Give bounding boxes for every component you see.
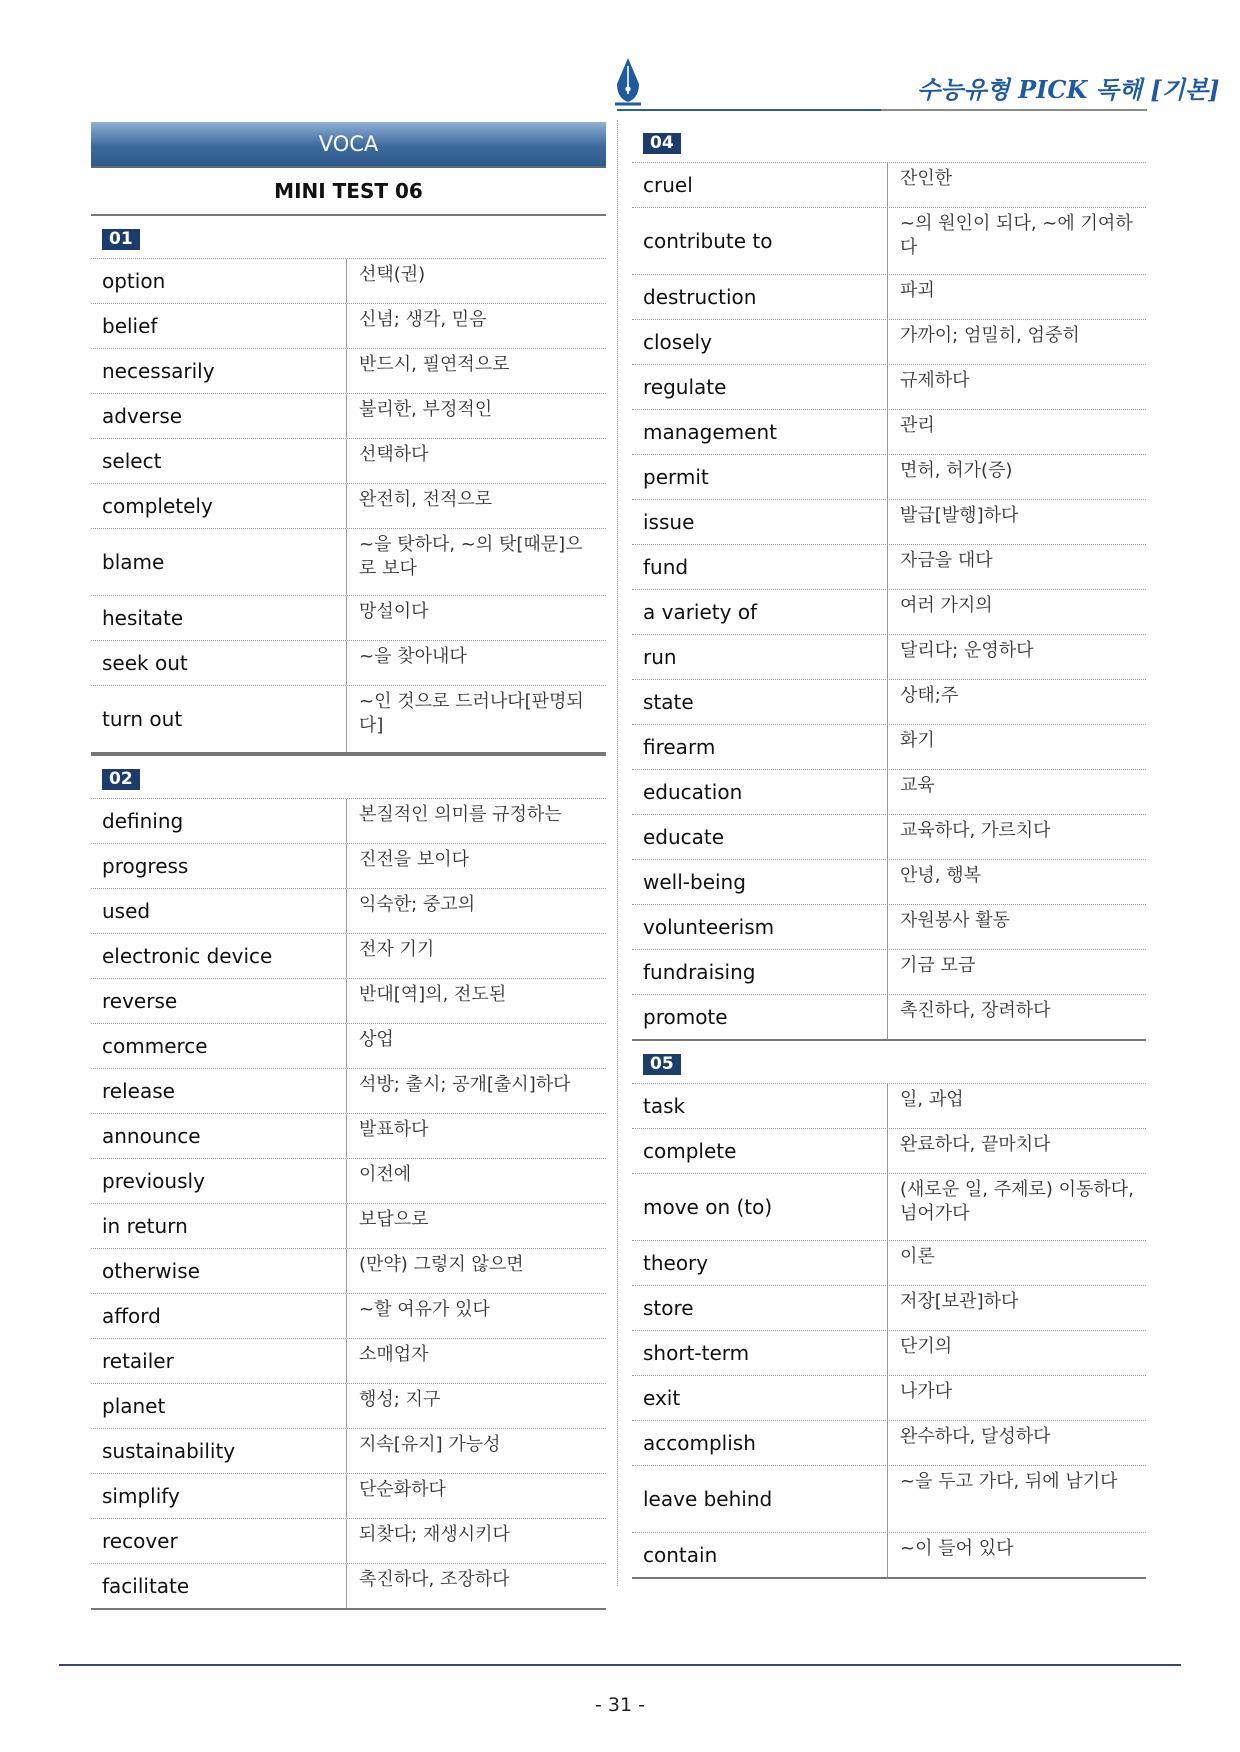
vocab-row <box>632 1241 1146 1286</box>
vocab-meaning: 선택(권) <box>359 264 426 285</box>
vocab-row <box>632 500 1146 545</box>
vocab-word: reverse <box>91 979 347 1023</box>
vocab-row <box>91 1249 606 1294</box>
right-column <box>632 120 1146 1579</box>
vocab-list-02 <box>91 799 606 1610</box>
vocab-row <box>91 439 606 484</box>
vocab-word: simplify <box>91 1474 347 1518</box>
vocab-meaning: 소매업자 <box>359 1344 429 1365</box>
vocab-row <box>632 208 1146 275</box>
vocab-row <box>91 979 606 1024</box>
section-badge: 01 <box>102 229 140 250</box>
vocab-meaning: 단순화하다 <box>359 1479 446 1500</box>
vocab-row <box>632 1466 1146 1533</box>
vocab-word: defining <box>91 799 347 843</box>
vocab-word: release <box>91 1069 347 1113</box>
vocab-word: theory <box>632 1241 888 1285</box>
vocab-row <box>91 1384 606 1429</box>
vocab-word: in return <box>91 1204 347 1248</box>
vocab-word: run <box>632 635 888 679</box>
vocab-word: turn out <box>91 686 347 752</box>
vocab-row <box>91 596 606 641</box>
vocab-meaning: ~을 두고 가다, 뒤에 남기다 <box>900 1471 1118 1492</box>
vocab-meaning: 자금을 대다 <box>900 550 993 571</box>
vocab-meaning: 가까이; 엄밀히, 엄중히 <box>900 325 1080 346</box>
vocab-word: commerce <box>91 1024 347 1068</box>
vocab-word: belief <box>91 304 347 348</box>
vocab-meaning: 발표하다 <box>359 1119 429 1140</box>
vocab-word: otherwise <box>91 1249 347 1293</box>
vocab-word: short-term <box>632 1331 888 1375</box>
brand-title: 수능유형 PICK 독해 [기본] <box>917 75 1220 104</box>
vocab-row <box>632 590 1146 635</box>
vocab-meaning: 안녕, 행복 <box>900 865 981 886</box>
vocab-word: accomplish <box>632 1421 888 1465</box>
vocab-meaning: 행성; 지구 <box>359 1389 441 1410</box>
vocab-meaning: 자원봉사 활동 <box>900 910 1011 931</box>
vocab-row <box>91 1024 606 1069</box>
vocab-row <box>632 725 1146 770</box>
vocab-word: promote <box>632 995 888 1039</box>
vocab-row <box>632 995 1146 1041</box>
vocab-row <box>91 1519 606 1564</box>
vocab-meaning: 완수하다, 달성하다 <box>900 1426 1051 1447</box>
vocab-row <box>632 1331 1146 1376</box>
vocab-row <box>632 1174 1146 1241</box>
section-header-05 <box>632 1041 1146 1084</box>
vocab-meaning: 촉진하다, 장려하다 <box>900 1000 1051 1021</box>
vocab-meaning: 전자 기기 <box>359 939 435 960</box>
vocab-list-04 <box>632 163 1146 1041</box>
section-header-02 <box>91 754 606 799</box>
section-badge: 04 <box>643 133 681 154</box>
vocab-word: planet <box>91 1384 347 1428</box>
vocab-row <box>632 770 1146 815</box>
vocab-word: select <box>91 439 347 483</box>
vocab-word: state <box>632 680 888 724</box>
vocab-meaning: 저장[보관]하다 <box>900 1291 1019 1312</box>
vocab-row <box>91 1429 606 1474</box>
vocab-meaning: 진전을 보이다 <box>359 849 470 870</box>
vocab-row <box>91 1339 606 1384</box>
vocab-meaning: 보답으로 <box>359 1209 429 1230</box>
vocab-word: exit <box>632 1376 888 1420</box>
vocab-row <box>91 304 606 349</box>
vocab-row <box>91 1294 606 1339</box>
section-header-04 <box>632 120 1146 163</box>
vocab-word: electronic device <box>91 934 347 978</box>
vocab-row <box>91 394 606 439</box>
column-divider <box>617 120 618 1586</box>
vocab-meaning: 망설이다 <box>359 601 429 622</box>
footer-rule <box>59 1664 1181 1666</box>
vocab-meaning: 완료하다, 끝마치다 <box>900 1134 1051 1155</box>
vocab-row <box>91 349 606 394</box>
vocab-meaning: 지속[유지] 가능성 <box>359 1434 501 1455</box>
vocab-meaning: ~이 들어 있다 <box>900 1538 1014 1559</box>
voca-banner: VOCA <box>91 122 606 166</box>
vocab-word: volunteerism <box>632 905 888 949</box>
vocab-word: fund <box>632 545 888 589</box>
vocab-word: previously <box>91 1159 347 1203</box>
vocab-meaning: 익숙한; 중고의 <box>359 894 476 915</box>
vocab-meaning: 반대[역]의, 전도된 <box>359 984 507 1005</box>
vocab-row <box>91 484 606 529</box>
vocab-meaning: 일, 과업 <box>900 1089 964 1110</box>
vocab-meaning: ~할 여유가 있다 <box>359 1299 490 1320</box>
vocab-row <box>91 1069 606 1114</box>
vocab-word: fundraising <box>632 950 888 994</box>
vocab-word: leave behind <box>632 1466 888 1532</box>
vocab-word: closely <box>632 320 888 364</box>
vocab-row <box>91 889 606 934</box>
vocab-word: move on (to) <box>632 1174 888 1240</box>
vocab-row <box>632 410 1146 455</box>
vocab-meaning: 교육하다, 가르치다 <box>900 820 1051 841</box>
vocab-meaning: 파괴 <box>900 280 935 301</box>
vocab-word: contain <box>632 1533 888 1577</box>
vocab-row <box>632 163 1146 208</box>
vocab-word: firearm <box>632 725 888 769</box>
vocab-word: a variety of <box>632 590 888 634</box>
vocab-word: cruel <box>632 163 888 207</box>
vocab-meaning: 본질적인 의미를 규정하는 <box>359 804 562 825</box>
vocab-word: necessarily <box>91 349 347 393</box>
vocab-meaning: 완전히, 전적으로 <box>359 489 493 510</box>
vocab-meaning: ~을 찾아내다 <box>359 646 467 667</box>
vocab-row <box>91 844 606 889</box>
vocab-word: announce <box>91 1114 347 1158</box>
vocab-meaning: 이전에 <box>359 1164 412 1185</box>
vocab-word: permit <box>632 455 888 499</box>
vocab-row <box>632 905 1146 950</box>
vocab-meaning: 화기 <box>900 730 935 751</box>
vocab-word: education <box>632 770 888 814</box>
vocab-meaning: 기금 모금 <box>900 955 976 976</box>
vocab-word: hesitate <box>91 596 347 640</box>
vocab-row <box>632 635 1146 680</box>
vocab-word: progress <box>91 844 347 888</box>
vocab-word: blame <box>91 529 347 595</box>
vocab-meaning: 교육 <box>900 775 935 796</box>
vocab-row <box>632 365 1146 410</box>
header-rule <box>617 109 1147 111</box>
vocab-meaning: 면허, 허가(증) <box>900 460 1013 481</box>
vocab-meaning: ~인 것으로 드러나다[판명되다] <box>359 691 584 736</box>
vocab-meaning: 반드시, 필연적으로 <box>359 354 510 375</box>
vocab-row <box>91 934 606 979</box>
vocab-meaning: 상업 <box>359 1029 394 1050</box>
vocab-word: well-being <box>632 860 888 904</box>
vocab-row <box>91 1564 606 1610</box>
vocab-row <box>632 320 1146 365</box>
vocab-word: used <box>91 889 347 933</box>
vocab-meaning: (새로운 일, 주제로) 이동하다, 넘어가다 <box>900 1179 1134 1224</box>
section-header-01 <box>91 216 606 259</box>
vocab-word: contribute to <box>632 208 888 274</box>
vocab-row <box>91 1474 606 1519</box>
vocab-meaning: 석방; 출시; 공개[출시]하다 <box>359 1074 571 1095</box>
vocab-meaning: 발급[발행]하다 <box>900 505 1019 526</box>
vocab-word: option <box>91 259 347 303</box>
vocab-word: completely <box>91 484 347 528</box>
vocab-meaning: 여러 가지의 <box>900 595 993 616</box>
vocab-meaning: ~의 원인이 되다, ~에 기여하다 <box>900 213 1133 258</box>
vocab-row <box>632 1533 1146 1579</box>
vocab-list-01 <box>91 259 606 754</box>
section-badge: 05 <box>643 1054 681 1075</box>
vocab-word: store <box>632 1286 888 1330</box>
vocab-list-05 <box>632 1084 1146 1579</box>
vocab-row <box>632 1376 1146 1421</box>
vocab-word: sustainability <box>91 1429 347 1473</box>
vocab-meaning: 불리한, 부정적인 <box>359 399 493 420</box>
vocab-row <box>632 815 1146 860</box>
vocab-row <box>632 1286 1146 1331</box>
vocab-row <box>91 1204 606 1249</box>
vocab-word: task <box>632 1084 888 1128</box>
vocab-row <box>91 529 606 596</box>
vocab-meaning: 나가다 <box>900 1381 953 1402</box>
vocab-word: facilitate <box>91 1564 347 1608</box>
vocab-row <box>91 641 606 686</box>
vocab-meaning: 신념; 생각, 믿음 <box>359 309 487 330</box>
vocab-row <box>632 455 1146 500</box>
fountain-pen-logo-icon <box>613 56 643 108</box>
vocab-row <box>91 1159 606 1204</box>
vocab-row <box>632 680 1146 725</box>
left-column <box>91 122 606 1610</box>
vocab-meaning: 관리 <box>900 415 935 436</box>
vocab-row <box>91 686 606 754</box>
vocab-row <box>632 1129 1146 1174</box>
vocab-meaning: (만약) 그렇지 않으면 <box>359 1254 524 1275</box>
vocab-meaning: 촉진하다, 조장하다 <box>359 1569 510 1590</box>
vocab-word: regulate <box>632 365 888 409</box>
vocab-row <box>632 275 1146 320</box>
vocab-row <box>632 860 1146 905</box>
vocab-row <box>632 545 1146 590</box>
vocab-word: destruction <box>632 275 888 319</box>
vocab-word: educate <box>632 815 888 859</box>
vocab-row <box>632 950 1146 995</box>
vocab-row <box>91 1114 606 1159</box>
vocab-meaning: 선택하다 <box>359 444 429 465</box>
vocab-meaning: 이론 <box>900 1246 935 1267</box>
vocab-word: afford <box>91 1294 347 1338</box>
vocab-meaning: 되찾다; 재생시키다 <box>359 1524 510 1545</box>
vocab-word: recover <box>91 1519 347 1563</box>
vocab-word: adverse <box>91 394 347 438</box>
vocab-meaning: 규제하다 <box>900 370 970 391</box>
mini-test-title: MINI TEST 06 <box>91 166 606 216</box>
vocab-word: management <box>632 410 888 454</box>
page-number: - 31 - <box>595 1694 645 1716</box>
vocab-meaning: 상태;주 <box>900 685 959 706</box>
vocab-word: issue <box>632 500 888 544</box>
section-badge: 02 <box>102 769 140 790</box>
vocab-word: seek out <box>91 641 347 685</box>
vocab-row <box>632 1421 1146 1466</box>
vocab-row <box>91 259 606 304</box>
vocab-word: retailer <box>91 1339 347 1383</box>
vocab-meaning: 달리다; 운영하다 <box>900 640 1034 661</box>
vocab-meaning: 단기의 <box>900 1336 953 1357</box>
vocab-meaning: 잔인한 <box>900 168 953 189</box>
vocab-meaning: ~을 탓하다, ~의 탓[때문]으로 보다 <box>359 534 583 579</box>
vocab-word: complete <box>632 1129 888 1173</box>
vocab-row <box>91 799 606 844</box>
vocab-row <box>632 1084 1146 1129</box>
